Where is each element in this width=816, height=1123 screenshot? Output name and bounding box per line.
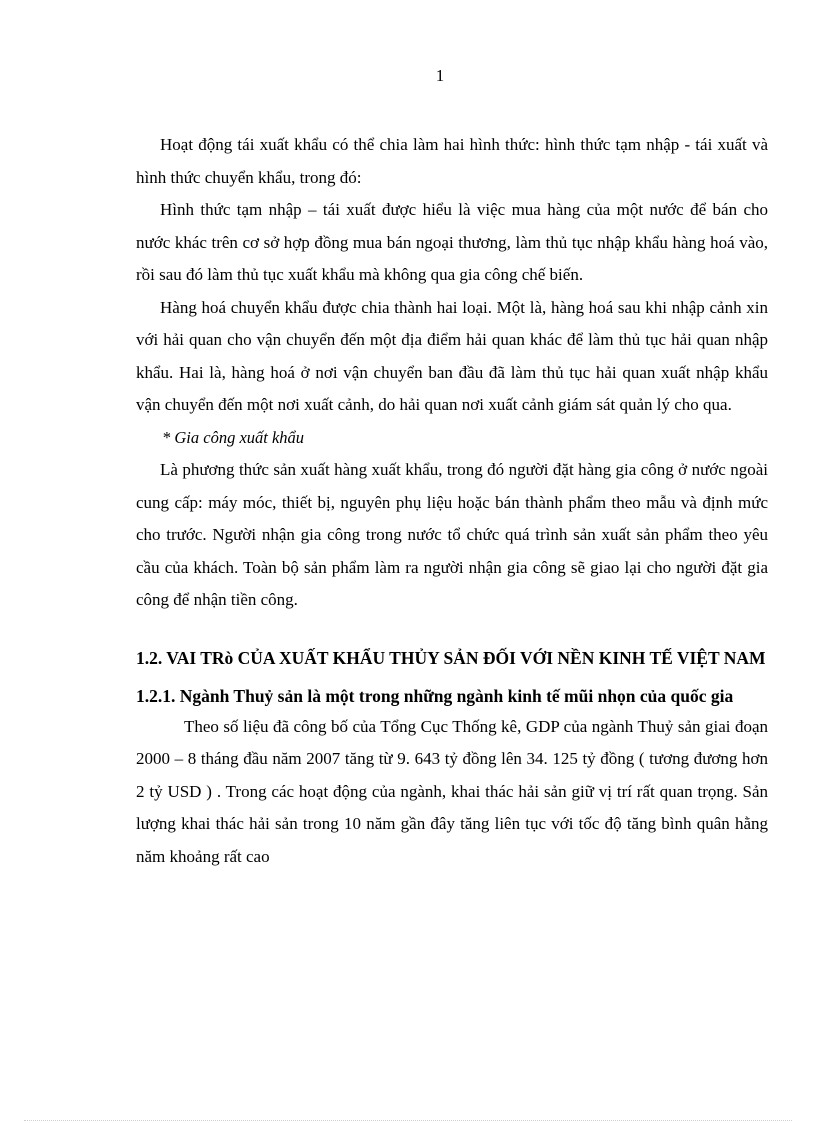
document-body xyxy=(136,129,768,873)
paragraph-export-processing: Là phương thức sản xuất hàng xuất khẩu, trong đó người đặt hàng gia công ở nước ngoài cung cấp: máy móc, thiết bị, nguyên phụ liệu hoặc bán thành phẩm theo mẫu và định mức cho trước. Người nhận gia công trong nước tổ chức quá trình sản xuất sản phẩm theo yêu cầu của khách. Toàn bộ sản phẩm làm ra người nhận gia công sẽ giao lại cho người đặt gia công để nhận tiền công. xyxy=(136,460,768,609)
paragraph-temporary-import: Hình thức tạm nhập – tái xuất được hiểu là việc mua hàng của một nước để bán cho nước khác trên cơ sở hợp đồng mua bán ngoại thương, làm thủ tục nhập khẩu hàng hoá vào, rồi sau đó làm thủ tục xuất khẩu mà không qua gia công chế biến. xyxy=(136,200,768,284)
paragraph-transit-goods: Hàng hoá chuyển khẩu được chia thành hai loại. Một là, hàng hoá sau khi nhập cảnh xin với hải quan cho vận chuyển đến một địa điểm hải quan khác để làm thủ tục hải quan nhập khẩu. Hai là, hàng hoá ở nơi vận chuyển ban đầu đã làm thủ tục hải quan xuất nhập khẩu vận chuyển đến một nơi xuất cảnh, do hải quan nơi xuất cảnh giám sát quản lý cho qua. xyxy=(136,297,768,414)
paragraph-gdp-statistics: Theo số liệu đã công bố của Tổng Cục Thống kê, GDP của ngành Thuỷ sản giai đoạn 2000 – 8 tháng đầu năm 2007 tăng từ 9. 643 tỷ đồng lên 34. 125 tỷ đồng ( tương đương hơn 2 tỷ USD ) . Trong các hoạt động của ngành, khai thác hải sản giữ vị trí rất quan trọng. Sản lượng khai thác hải sản trong 10 năm gần đây tăng liên tục với tốc độ tăng bình quân hằng năm khoảng rất cao xyxy=(136,716,768,866)
page-bottom-divider xyxy=(24,1120,792,1121)
paragraph-reexport-forms: Hoạt động tái xuất khẩu có thể chia làm hai hình thức: hình thức tạm nhập - tái xuất và hình thức chuyển khẩu, trong đó: xyxy=(136,135,768,187)
page-number: 1 xyxy=(435,66,445,85)
section-heading-1-2: 1.2. VAI TRò CỦA XUẤT KHẨU THỦY SẢN ĐỐI VỚI NỀN KINH TẾ VIỆT NAM xyxy=(136,647,766,668)
section-heading-1-2-1: 1.2.1. Ngành Thuỷ sản là một trong những ngành kinh tế mũi nhọn của quốc gia xyxy=(136,685,734,706)
subheading-export-processing: * Gia công xuất khẩu xyxy=(162,427,305,447)
